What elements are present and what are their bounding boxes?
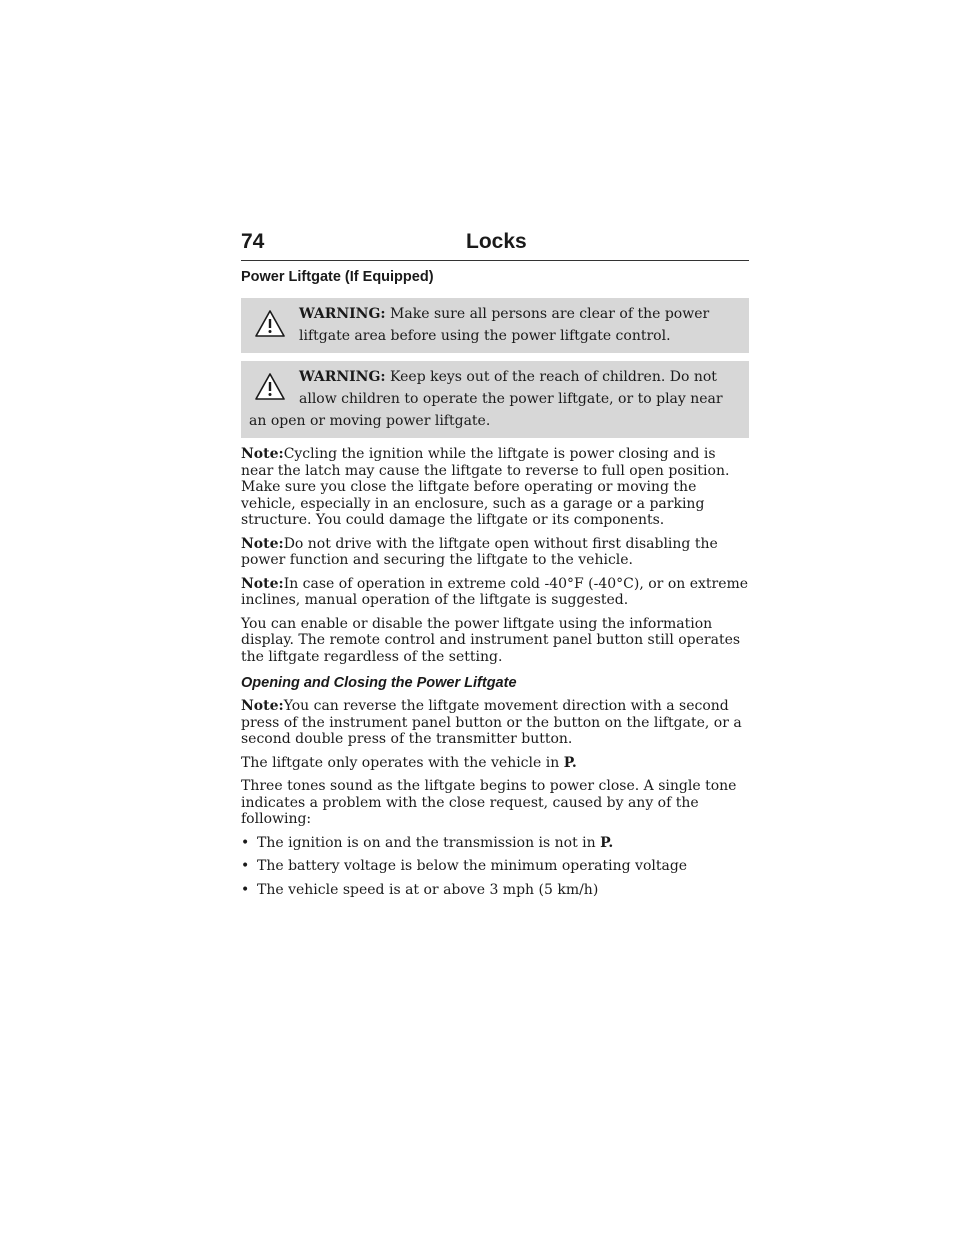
list-item-text: The ignition is on and the transmission is not in xyxy=(257,834,601,851)
note-label: Note: xyxy=(241,575,284,592)
warning-text: Make sure all persons are clear of the power liftgate area before using the power liftgate control. xyxy=(299,306,710,344)
note-text: In case of operation in extreme cold -40°F (-40°C), or on extreme inclines, manual operation of the liftgate is suggested. xyxy=(241,575,749,608)
gear-park-label: P. xyxy=(600,834,614,851)
body-paragraph: Three tones sound as the liftgate begins to power close. A single tone indicates a problem with the close request, caused by any of the following: xyxy=(241,778,737,827)
note-label: Note: xyxy=(241,535,284,552)
list-item-text: The vehicle speed is at or above 3 mph (5 km/h) xyxy=(257,881,599,898)
list-item xyxy=(241,835,749,852)
section-heading: Power Liftgate (If Equipped) xyxy=(241,269,434,285)
chapter-title: Locks xyxy=(466,230,527,253)
note-paragraph xyxy=(241,446,749,529)
page-content xyxy=(241,266,749,905)
note-paragraph xyxy=(241,698,749,748)
warning-triangle-icon xyxy=(255,372,285,402)
list-item xyxy=(241,882,749,899)
warning-box xyxy=(241,298,749,353)
note-text: Do not drive with the liftgate open without first disabling the power function and securing the liftgate to the vehicle. xyxy=(241,535,718,568)
note-paragraph xyxy=(241,576,749,609)
warning-text: Keep keys out of the reach of children. Do not allow children to operate the power liftgate, or to play near an open or moving power liftgate. xyxy=(249,369,723,429)
bullet-icon: • xyxy=(241,858,250,874)
bullet-icon: • xyxy=(241,834,250,851)
warning-box xyxy=(241,361,749,438)
list-item xyxy=(241,858,749,875)
warning-label: WARNING: xyxy=(299,306,386,322)
note-label: Note: xyxy=(241,446,284,462)
body-paragraph xyxy=(241,755,749,772)
list-item-text: The battery voltage is below the minimum operating voltage xyxy=(257,858,688,874)
bullet-icon: • xyxy=(241,881,250,898)
note-text: Cycling the ignition while the liftgate is power closing and is near the latch may cause the liftgate to reverse to full open position. Make sure you close the liftgate before operating or moving the vehicle, especially in an enclosure, such as a garage or a parking structure. You could damage the liftgate or its components. xyxy=(241,446,730,528)
body-paragraph: You can enable or disable the power liftgate using the information display. The remote control and instrument panel button still operates the liftgate regardless of the setting. xyxy=(241,615,741,665)
note-text: You can reverse the liftgate movement direction with a second press of the instrument panel button or the button on the liftgate, or a second double press of the transmitter button. xyxy=(241,698,742,747)
warning-triangle-icon xyxy=(255,309,285,339)
operates-text: The liftgate only operates with the vehicle in xyxy=(241,754,564,771)
page-header xyxy=(241,230,749,261)
gear-park-label: P. xyxy=(563,754,577,771)
note-paragraph xyxy=(241,536,749,569)
page-number: 74 xyxy=(241,230,265,253)
subsection-heading: Opening and Closing the Power Liftgate xyxy=(241,675,517,691)
warning-label: WARNING: xyxy=(299,369,386,385)
note-label: Note: xyxy=(241,698,284,714)
